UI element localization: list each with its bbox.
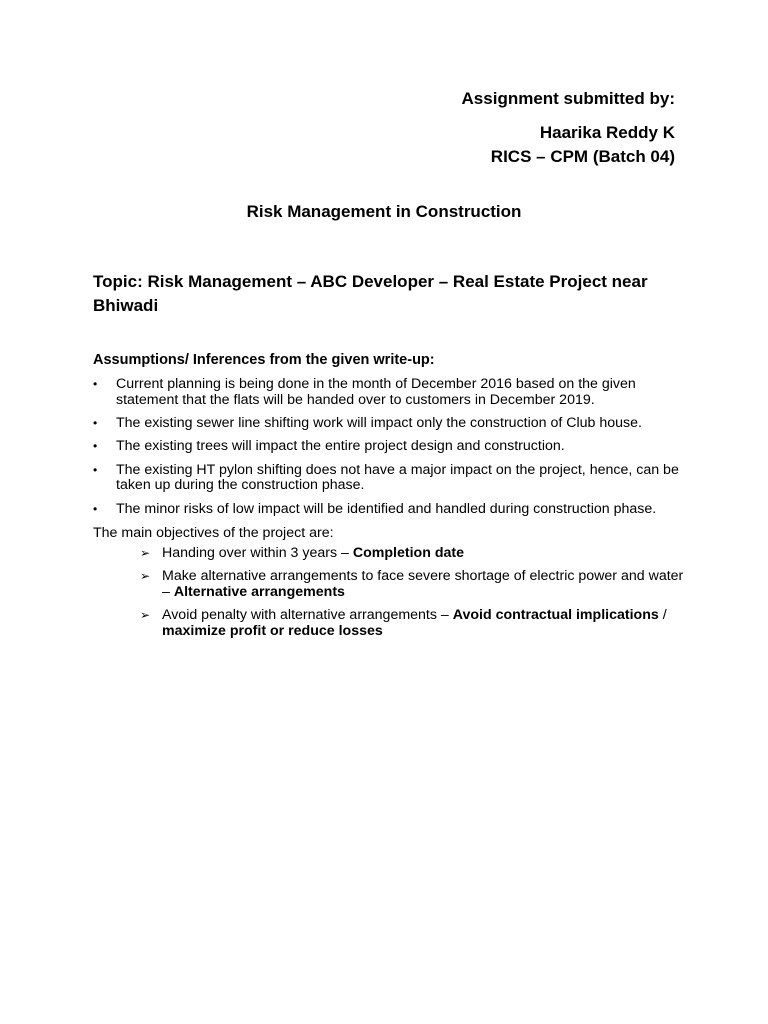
list-item [140,569,685,601]
submitted-by-label: Assignment submitted by: [461,89,675,108]
bullet-icon: • [93,501,98,516]
subject-title: Risk Management in Construction [246,202,522,221]
list-item-text: Current planning is being done in the month of December 2016 based on the given statement that the flats will be handed over to customers in December 2019. [116,376,636,408]
objective-emphasis: Completion date [352,545,464,561]
objective-emphasis: Alternative arrangements [173,584,345,601]
bullet-icon: • [93,416,98,431]
objectives-list [140,546,685,647]
objective-text: Handing over within 3 years – [162,545,353,561]
list-item-text: The existing sewer line shifting work will impact only the construction of Club house. [116,415,642,432]
arrow-bullet-icon: ➢ [140,608,151,623]
objective-emphasis-secondary: maximize profit or reduce losses [162,623,383,640]
bullet-icon: • [93,439,98,454]
list-item [140,546,685,562]
objective-separator: / [658,607,667,624]
objective-text: Make alternative arrangements to face severe shortage of electric power and water – [162,568,684,601]
list-item-text: The existing HT pylon shifting does not have a major impact on the project, hence, can be taken up during the construction phase. [116,461,679,494]
list-item [93,439,683,455]
objective-emphasis: Avoid contractual implications [452,607,659,624]
topic-heading: Topic: Risk Management – ABC Developer – Real Estate Project near Bhiwadi [93,272,648,315]
assumptions-list [93,377,683,525]
assumptions-heading: Assumptions/ Inferences from the given write-up: [93,352,435,368]
list-item [93,377,683,409]
arrow-bullet-icon: ➢ [140,546,151,560]
list-item-text: The minor risks of low impact will be identified and handled during construction phase. [116,500,657,517]
list-item [140,608,685,640]
bullet-icon: • [93,377,98,391]
list-item [93,502,683,518]
submission-info [462,87,675,169]
arrow-bullet-icon: ➢ [140,569,151,584]
objective-text: Avoid penalty with alternative arrangements – [162,607,453,624]
list-item [93,463,683,495]
bullet-icon: • [93,462,98,477]
course-batch: RICS – CPM (Batch 04) [490,147,675,166]
author-name: Haarika Reddy K [539,123,675,142]
list-item [93,416,683,432]
list-item-text: The existing trees will impact the entire project design and construction. [116,438,565,455]
objectives-intro: The main objectives of the project are: [93,525,334,541]
